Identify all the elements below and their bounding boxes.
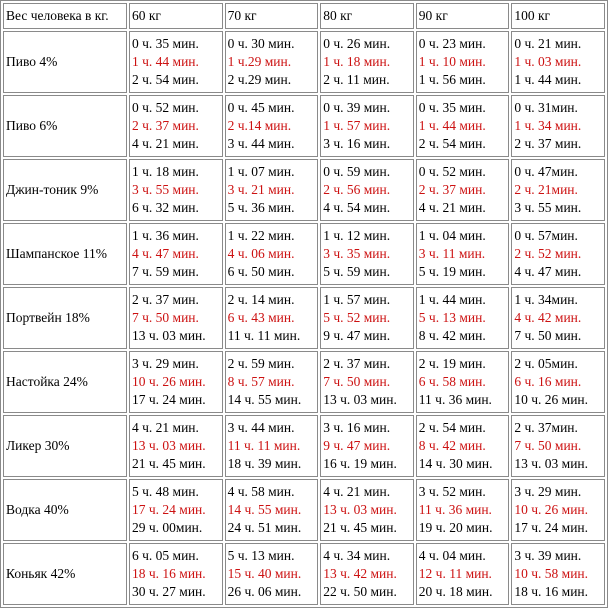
time-value: 1 ч. 44 мин. [514, 72, 582, 87]
time-value: 3 ч. 16 мин. [323, 136, 391, 151]
time-cell [416, 223, 510, 285]
time-cell [416, 95, 510, 157]
drink-name: Портвейн 18% [3, 287, 127, 349]
table-row [3, 415, 605, 477]
time-value: 0 ч. 57мин. [514, 228, 578, 243]
time-value: 4 ч. 34 мин. [323, 548, 391, 563]
time-value: 0 ч. 23 мин. [418, 36, 486, 51]
time-value: 5 ч. 48 мин. [132, 484, 199, 499]
time-value: 17 ч. 24 мин. [132, 392, 206, 407]
time-cell [511, 543, 605, 605]
time-value: 0 ч. 35 мин. [418, 100, 486, 115]
time-value-highlighted: 5 ч. 13 мин. [418, 310, 486, 325]
time-cell [511, 415, 605, 477]
time-value: 6 ч. 05 мин. [132, 548, 199, 563]
time-cell [129, 415, 223, 477]
time-value-highlighted: 2 ч. 37 мин. [418, 182, 486, 197]
time-value: 0 ч. 30 мин. [227, 36, 295, 51]
header-weight-60: 60 кг [129, 3, 223, 29]
time-value: 22 ч. 50 мин. [323, 584, 397, 599]
time-value-highlighted: 1 ч. 44 мин. [418, 118, 486, 133]
time-value: 4 ч. 21 мин. [132, 420, 199, 435]
time-value: 2 ч. 37 мин. [323, 356, 391, 371]
table-row [3, 159, 605, 221]
time-value: 2 ч. 05мин. [514, 356, 578, 371]
time-cell [129, 223, 223, 285]
time-value-highlighted: 2 ч. 21мин. [514, 182, 578, 197]
table-row [3, 351, 605, 413]
time-value-highlighted: 18 ч. 16 мин. [132, 566, 206, 581]
time-value-highlighted: 6 ч. 58 мин. [418, 374, 486, 389]
time-value: 1 ч. 04 мин. [418, 228, 486, 243]
time-value: 16 ч. 19 мин. [323, 456, 397, 471]
time-value: 14 ч. 30 мин. [418, 456, 493, 471]
time-value-highlighted: 15 ч. 40 мин. [227, 566, 302, 581]
time-value-highlighted: 14 ч. 55 мин. [227, 502, 302, 517]
time-cell [416, 159, 510, 221]
drink-name: Пиво 6% [3, 95, 127, 157]
time-value: 2 ч. 54 мин. [418, 136, 486, 151]
time-value: 2 ч. 54 мин. [132, 72, 199, 87]
time-value: 9 ч. 47 мин. [323, 328, 391, 343]
time-value: 5 ч. 19 мин. [418, 264, 486, 279]
time-value-highlighted: 1 ч. 44 мин. [132, 54, 199, 69]
time-value: 2 ч. 11 мин. [323, 72, 390, 87]
table-row [3, 543, 605, 605]
time-value: 6 ч. 32 мин. [132, 200, 199, 215]
time-value: 0 ч. 59 мин. [323, 164, 391, 179]
time-value: 17 ч. 24 мин. [514, 520, 589, 535]
time-value: 0 ч. 26 мин. [323, 36, 391, 51]
time-value-highlighted: 3 ч. 21 мин. [227, 182, 295, 197]
time-cell [225, 351, 319, 413]
time-value-highlighted: 11 ч. 36 мин. [418, 502, 492, 517]
time-cell [416, 543, 510, 605]
time-cell [225, 543, 319, 605]
time-cell [129, 287, 223, 349]
time-value: 0 ч. 39 мин. [323, 100, 391, 115]
header-weight-80: 80 кг [320, 3, 414, 29]
time-cell [225, 31, 319, 93]
time-value: 19 ч. 20 мин. [418, 520, 493, 535]
table-row [3, 95, 605, 157]
time-value-highlighted: 8 ч. 57 мин. [227, 374, 295, 389]
time-value: 21 ч. 45 мин. [323, 520, 397, 535]
time-value: 4 ч. 58 мин. [227, 484, 295, 499]
time-value: 11 ч. 11 мин. [227, 328, 301, 343]
header-weight-100: 100 кг [511, 3, 605, 29]
time-cell [511, 159, 605, 221]
time-cell [320, 415, 414, 477]
drink-name: Настойка 24% [3, 351, 127, 413]
time-value: 0 ч. 52 мин. [132, 100, 199, 115]
time-value: 18 ч. 16 мин. [514, 584, 589, 599]
time-value: 3 ч. 55 мин. [514, 200, 582, 215]
time-value: 29 ч. 00мин. [132, 520, 203, 535]
time-value-highlighted: 3 ч. 11 мин. [418, 246, 486, 261]
time-value: 21 ч. 45 мин. [132, 456, 206, 471]
time-value: 1 ч. 44 мин. [418, 292, 486, 307]
time-value: 26 ч. 06 мин. [227, 584, 302, 599]
time-value-highlighted: 4 ч. 06 мин. [227, 246, 295, 261]
time-value-highlighted: 8 ч. 42 мин. [418, 438, 486, 453]
time-value: 2 ч. 37мин. [514, 420, 578, 435]
table-row [3, 479, 605, 541]
time-value-highlighted: 11 ч. 11 мин. [227, 438, 301, 453]
time-cell [225, 223, 319, 285]
time-value: 0 ч. 35 мин. [132, 36, 199, 51]
time-value: 2 ч. 37 мин. [514, 136, 582, 151]
time-value: 4 ч. 47 мин. [514, 264, 582, 279]
time-value: 2 ч.29 мин. [227, 72, 292, 87]
time-value: 0 ч. 31мин. [514, 100, 578, 115]
time-cell [511, 31, 605, 93]
time-value: 18 ч. 39 мин. [227, 456, 302, 471]
time-value: 3 ч. 29 мин. [514, 484, 582, 499]
time-value-highlighted: 13 ч. 42 мин. [323, 566, 397, 581]
time-value: 1 ч. 07 мин. [227, 164, 295, 179]
time-value-highlighted: 10 ч. 26 мин. [514, 502, 589, 517]
time-value: 2 ч. 19 мин. [418, 356, 486, 371]
time-value-highlighted: 6 ч. 16 мин. [514, 374, 582, 389]
time-value: 6 ч. 50 мин. [227, 264, 295, 279]
time-value-highlighted: 2 ч. 37 мин. [132, 118, 199, 133]
time-cell [511, 351, 605, 413]
time-value-highlighted: 1 ч. 18 мин. [323, 54, 391, 69]
table-row [3, 287, 605, 349]
time-value: 1 ч. 57 мин. [323, 292, 391, 307]
time-cell [225, 479, 319, 541]
time-value: 1 ч. 18 мин. [132, 164, 199, 179]
header-weight-90: 90 кг [416, 3, 510, 29]
time-value: 8 ч. 42 мин. [418, 328, 486, 343]
time-value: 10 ч. 26 мин. [514, 392, 589, 407]
time-cell [416, 479, 510, 541]
time-cell [416, 351, 510, 413]
time-value-highlighted: 4 ч. 42 мин. [514, 310, 582, 325]
time-value-highlighted: 4 ч. 47 мин. [132, 246, 199, 261]
table-row [3, 223, 605, 285]
time-value: 1 ч. 34мин. [514, 292, 578, 307]
time-value-highlighted: 9 ч. 47 мин. [323, 438, 391, 453]
time-value: 4 ч. 21 мин. [418, 200, 486, 215]
time-cell [416, 287, 510, 349]
drink-name: Джин-тоник 9% [3, 159, 127, 221]
table-body [3, 31, 605, 605]
header-weight-label: Вес человека в кг. [3, 3, 127, 29]
time-value: 11 ч. 36 мин. [418, 392, 492, 407]
time-value-highlighted: 1 ч.29 мин. [227, 54, 292, 69]
time-value: 1 ч. 22 мин. [227, 228, 295, 243]
time-cell [320, 95, 414, 157]
time-value-highlighted: 2 ч.14 мин. [227, 118, 292, 133]
time-value-highlighted: 1 ч. 34 мин. [514, 118, 582, 133]
time-value: 3 ч. 52 мин. [418, 484, 486, 499]
drink-name: Шампанское 11% [3, 223, 127, 285]
time-cell [320, 351, 414, 413]
time-value: 7 ч. 59 мин. [132, 264, 199, 279]
drink-name: Пиво 4% [3, 31, 127, 93]
time-cell [511, 223, 605, 285]
time-value: 3 ч. 16 мин. [323, 420, 391, 435]
time-cell [416, 415, 510, 477]
time-value: 13 ч. 03 мин. [132, 328, 206, 343]
time-value-highlighted: 7 ч. 50 мин. [514, 438, 582, 453]
time-value: 1 ч. 36 мин. [132, 228, 199, 243]
header-weight-70: 70 кг [225, 3, 319, 29]
time-value: 3 ч. 29 мин. [132, 356, 199, 371]
time-value: 20 ч. 18 мин. [418, 584, 493, 599]
time-value-highlighted: 7 ч. 50 мин. [323, 374, 391, 389]
time-value-highlighted: 10 ч. 26 мин. [132, 374, 206, 389]
time-value: 0 ч. 47мин. [514, 164, 578, 179]
time-value-highlighted: 2 ч. 52 мин. [514, 246, 582, 261]
time-value-highlighted: 5 ч. 52 мин. [323, 310, 391, 325]
time-value: 13 ч. 03 мин. [514, 456, 589, 471]
time-value: 5 ч. 59 мин. [323, 264, 391, 279]
time-cell [511, 287, 605, 349]
time-value: 4 ч. 54 мин. [323, 200, 391, 215]
time-value: 0 ч. 45 мин. [227, 100, 295, 115]
time-cell [225, 95, 319, 157]
time-value-highlighted: 1 ч. 03 мин. [514, 54, 582, 69]
time-cell [416, 31, 510, 93]
time-cell [225, 287, 319, 349]
time-value-highlighted: 7 ч. 50 мин. [132, 310, 199, 325]
time-cell [225, 415, 319, 477]
time-value: 3 ч. 44 мин. [227, 136, 295, 151]
time-cell [320, 479, 414, 541]
time-cell [129, 351, 223, 413]
time-value-highlighted: 2 ч. 56 мин. [323, 182, 391, 197]
time-cell [320, 543, 414, 605]
drink-name: Коньяк 42% [3, 543, 127, 605]
time-cell [511, 95, 605, 157]
time-value: 0 ч. 52 мин. [418, 164, 486, 179]
time-value: 5 ч. 36 мин. [227, 200, 295, 215]
time-cell [129, 479, 223, 541]
time-value-highlighted: 17 ч. 24 мин. [132, 502, 206, 517]
time-value-highlighted: 13 ч. 03 мин. [132, 438, 206, 453]
time-cell [320, 223, 414, 285]
time-cell [129, 543, 223, 605]
time-value: 2 ч. 54 мин. [418, 420, 486, 435]
time-cell [129, 95, 223, 157]
time-value-highlighted: 6 ч. 43 мин. [227, 310, 295, 325]
time-value-highlighted: 1 ч. 57 мин. [323, 118, 391, 133]
time-value-highlighted: 3 ч. 35 мин. [323, 246, 391, 261]
drink-name: Водка 40% [3, 479, 127, 541]
time-value-highlighted: 3 ч. 55 мин. [132, 182, 199, 197]
header-row [3, 3, 605, 29]
time-value: 13 ч. 03 мин. [323, 392, 397, 407]
time-cell [129, 31, 223, 93]
time-value-highlighted: 12 ч. 11 мин. [418, 566, 492, 581]
time-cell [225, 159, 319, 221]
time-value-highlighted: 13 ч. 03 мин. [323, 502, 397, 517]
time-value-highlighted: 1 ч. 10 мин. [418, 54, 486, 69]
time-cell [320, 159, 414, 221]
time-value: 1 ч. 12 мин. [323, 228, 391, 243]
time-cell [129, 159, 223, 221]
time-value: 4 ч. 04 мин. [418, 548, 486, 563]
time-value: 7 ч. 50 мин. [514, 328, 582, 343]
time-value: 3 ч. 44 мин. [227, 420, 295, 435]
time-value: 5 ч. 13 мин. [227, 548, 295, 563]
time-value: 3 ч. 39 мин. [514, 548, 582, 563]
time-value: 2 ч. 37 мин. [132, 292, 199, 307]
time-cell [320, 31, 414, 93]
time-cell [320, 287, 414, 349]
time-value-highlighted: 10 ч. 58 мин. [514, 566, 589, 581]
drink-name: Ликер 30% [3, 415, 127, 477]
table-row [3, 31, 605, 93]
time-value: 30 ч. 27 мин. [132, 584, 206, 599]
time-value: 14 ч. 55 мин. [227, 392, 302, 407]
time-cell [511, 479, 605, 541]
time-value: 4 ч. 21 мин. [132, 136, 199, 151]
time-value: 2 ч. 59 мин. [227, 356, 295, 371]
time-value: 0 ч. 21 мин. [514, 36, 582, 51]
time-value: 4 ч. 21 мин. [323, 484, 391, 499]
time-value: 2 ч. 14 мин. [227, 292, 295, 307]
time-value: 24 ч. 51 мин. [227, 520, 302, 535]
time-value: 1 ч. 56 мин. [418, 72, 486, 87]
